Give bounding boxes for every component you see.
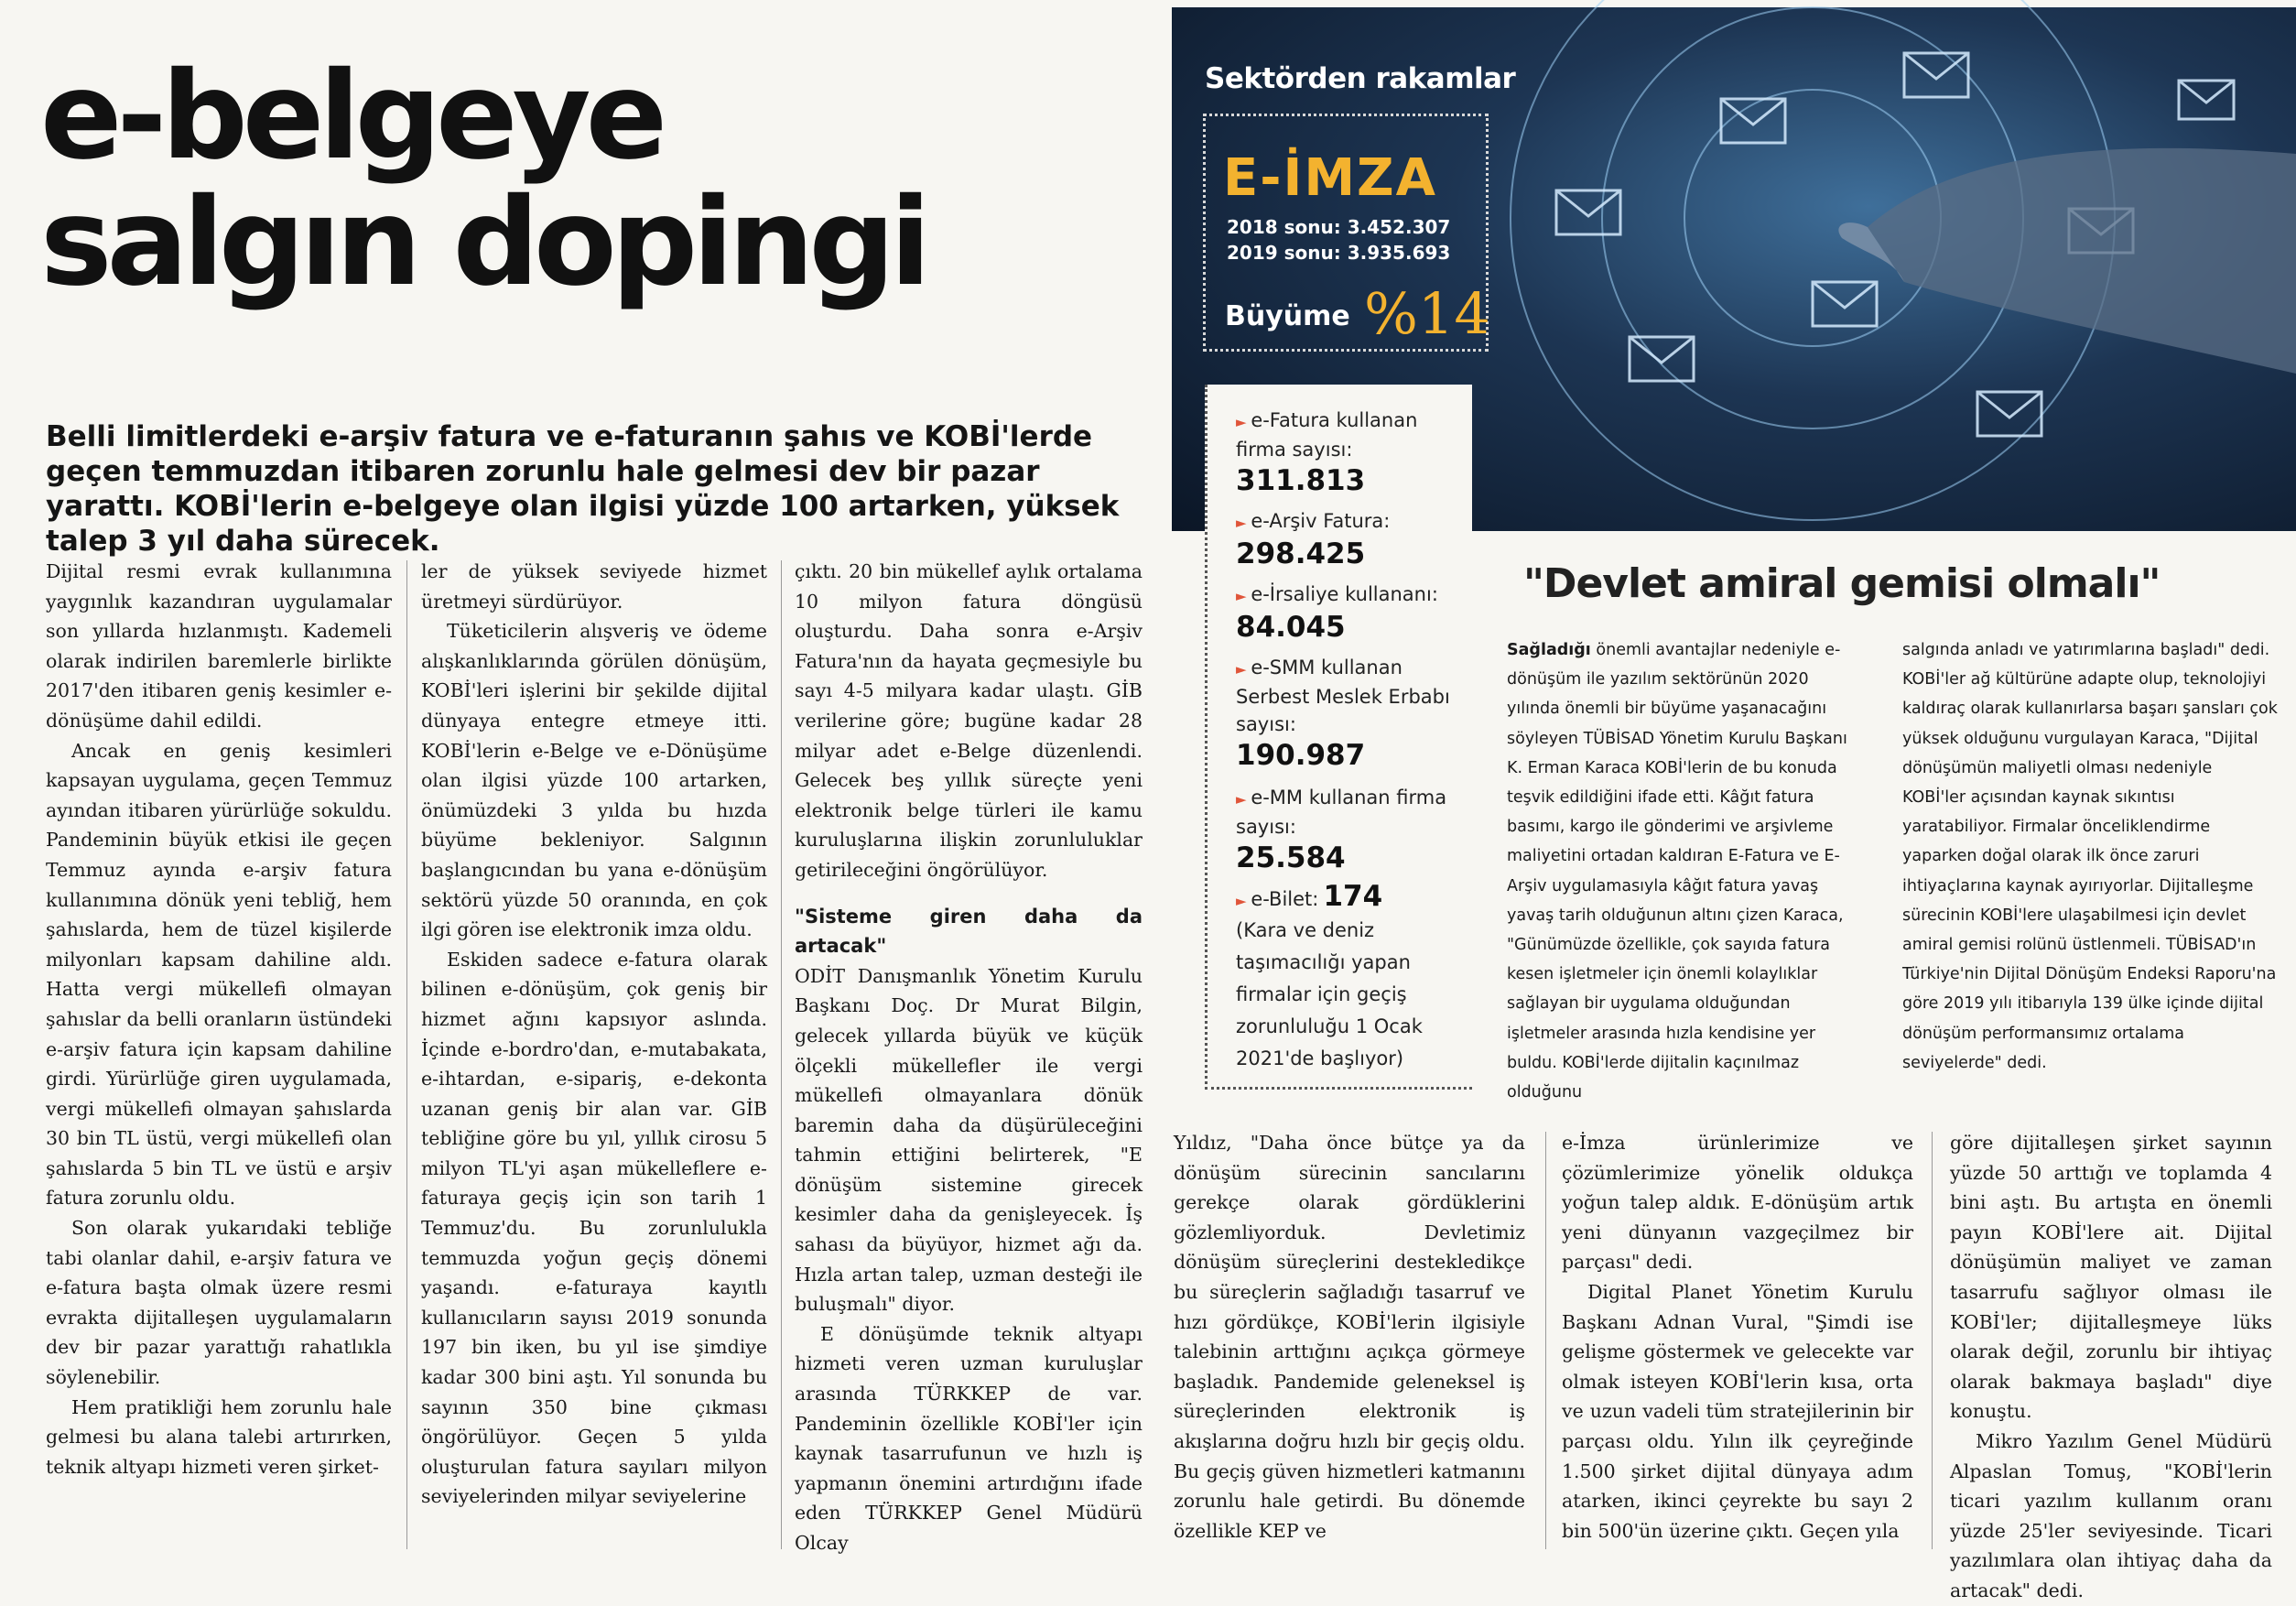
paragraph: Ancak en geniş kesimleri kapsayan uygulama, geçen Temmuz ayından itibaren yürürlüğe sokuldu. Pandeminin büyük etkisi ile geçen Temmuz ayında e-arşiv fatura kullanımına dönük yeni tebliğ, hem şahıslarda, hem de tüzel kişilerde milyonları kapsam dahiline aldı. Hatta vergi mükellefi olmayan şahıslar da belli oranların üstündeki e-arşiv fatura için kapsam dahiline girdi. Yürürlüğe giren uygulamada, vergi mükellefi olmayan şahıslarda 30 bin TL üstü, vergi mükellefi olan şahıslarda 5 bin TL ve üstü e arşiv fatura zorunlu oldu. [46,739,392,1210]
paragraph: Eskiden sadece e-fatura olarak bilinen e-dönüşüm, çok geniş bir hizmet ağını kapsıyor aslında. İçinde e-bordro'dan, e-mutabakata, e-ihtardan, e-sipariş, e-dekonta uzanan geniş bir alan var. GİB tebliğine göre bu yıl, yıllık cirosu 5 milyon TL'yi aşan mükelleflere e-faturaya geçiş için son tarih 1 Temmuz'du. Bu zorunlulukla temmuzda yoğun geçiş dönemi yaşandı. e-faturaya kayıtlı kullanıcıların sayısı 2019 sonunda 197 bin iken, bu yıl ise şimdiye kadar 300 bini aştı. Yıl sonunda bu sayının 350 bine çıkması öngörülüyor. Geçen 5 yılda oluşturulan fatura sayıları milyon seviyelerinden milyar seviyelerine [421,948,767,1508]
stat-label: ► e-Arşiv Fatura: [1236,507,1465,537]
imza-2018: 2018 sonu: 3.452.307 [1227,216,1451,238]
stat-label: ► e-İrsaliye kullananı: [1236,581,1465,610]
imza-title: E-İMZA [1223,148,1438,208]
paragraph: e-İmza ürünlerimize ve çözümlerimize yönelik oldukça yoğun talep aldık. E-dönüşüm artık yeni dünyanın vazgeçilmez bir parçası" dedi. [1562,1132,1913,1274]
paragraph: ODİT Danışmanlık Yönetim Kurulu Başkanı Doç. Dr Murat Bilgin, gelecek yıllarda büyük ve küçük ölçekli mükellefler ile vergi mükellefi olmayanlara dönük baremin daha da düşürüleceğini tahmin ettiğini belirterek, "E dönüşüm sistemine girecek kesimler daha da genişleyecek. İş sahası da büyüyor, hizmet ağı da. Hızla artan talep, uzman desteği ile buluşmalı" diyor. [795,964,1143,1316]
headline-line-2: salgın dopingi [40,172,926,313]
stat-label: ► e-SMM kullanan Serbest Meslek Erbabı sayısı: [1236,654,1465,738]
quote-text: önemli avantajlar nedeniyle e-dönüşüm ile yazılım sektörünün 2020 yılında önemli bir büyüme yaşanacağını söyleyen TÜBİSAD Yönetim Kurulu Başkanı K. Erman Karaca KOBİ'lerin de bu konuda teşvik edildiğini ifade etti. Kâğıt fatura basımı, kargo ile gönderimi ve arşivleme maliyetini ortadan kaldıran E-Fatura ve E-Arşiv uygulamasıyla kâğıt fatura yavaş yavaş tarih olduğunun altını çizen Karaca, "Günümüzde özellikle, çok sayıda fatura kesen işletmeler için önemli kolaylıklar sağlayan bir uygulama olduğundan işletmeler arasında hızla kendisine yer buldu. KOBİ'lerde dijitalin kaçınılmaz olduğunu [1507,641,1847,1102]
stat-e-mm [1236,784,1465,875]
article-column-5 [1562,1128,1913,1546]
stat-value: 311.813 [1236,464,1366,497]
stat-value: 190.987 [1236,739,1366,772]
stat-value: 298.425 [1236,537,1366,570]
article-column-4 [1174,1128,1525,1546]
article-column-3 [795,557,1143,1558]
spot-text: Belli limitlerdeki e-arşiv fatura ve e-faturanın şahıs ve KOBİ'lerde geçen temmuzdan itibaren zorunlu hale gelmesi dev bir pazar yarattı. KOBİ'lerin e-belgeye olan ilgisi yüzde 100 artarken, yüksek talep 3 yıl daha sürecek. [46,420,1120,558]
stat-e-bilet [1236,879,1465,1075]
stat-value: 84.045 [1236,611,1346,644]
growth-label: Büyüme [1225,300,1350,332]
imza-2019: 2019 sonu: 3.935.693 [1227,242,1451,264]
column-rule [406,560,407,1549]
paragraph: göre dijitalleşen şirket sayının yüzde 50 arttığı ve toplamda 4 bini aştı. Bu artışta en önemli payın KOBİ'lere ait. Dijital dönüşümün maliyet ve zaman tasarrufu sağlıyor olması ile KOBİ'ler; dijitalleşmeye lüks olarak değil, zorunlu bir ihtiyaç olarak bakmaya başladı" diye konuştu. [1950,1132,2272,1423]
paragraph: Tüketicilerin alışveriş ve ödeme alışkanlıklarında görülen dönüşüm, KOBİ'leri işlerini bir şekilde dijital dünyaya entegre etmeye itti. KOBİ'lerin e-Belge ve e-Dönüşüme olan ilgisi yüzde 100 artarken, önümüzdeki 3 yılda bu hızda büyüme bekleniyor. Salgının başlangıcından bu yana e-dönüşüm sektörü yüzde 50 oranında, en çok ilgi gören ise elektronik imza oldu. [421,620,767,941]
subheading: "Sisteme giren daha da artacak" [795,905,1143,958]
paragraph: Hem pratikliği hem zorunlu hale gelmesi bu alana talebi artırırken, teknik altyapı hizmeti veren şirket- [46,1395,392,1478]
quote-text: salgında anladı ve yatırımlarına başladı" dedi. KOBİ'ler ağ kültürüne adapte olup, teknolojiyi kaldıraç olarak kullanırlarsa başarı şansları çok yüksek olduğunu vurgulayan Karaca, "Dijital dönüşümün maliyetli olması nedeniyle KOBİ'ler açısından kaynak sıkıntısı yaratabiliyor. Firmalar önceliklendirme yaparken doğal olarak ilk önce zaruri ihtiyaçlarına kaynak ayırıyorlar. Dijitalleşme sürecinin KOBİ'lere ulaşabilmesi için devlet amiral gemisi rolünü üstlenmeli. TÜBİSAD'ın Türkiye'nin Dijital Dönüşüm Endeksi Raporu'na göre 2019 yılı itibarıyla 139 ülke içinde dijital dönüşüm performansımız ortalama seviyelerde" dedi. [1902,641,2278,1072]
quote-lead: Sağladığı [1507,641,1591,659]
article-column-6 [1950,1128,2272,1606]
stat-label: ► e-Bilet: [1236,888,1318,910]
paragraph: Digital Planet Yönetim Kurulu Başkanı Adnan Vural, "Şimdi ise gelişme göstermek ve gelecekte var olmak isteyen KOBİ'lerin kısa, orta ve uzun vadeli tüm stratejilerinin bir parçası oldu. Yılın ilk çeyreğinde 1.500 şirket dijital dünyaya adım atarken, ikinci çeyrekte bu sayı 2 bin 500'ün üzerine çıktı. Geçen yıla [1562,1280,1913,1542]
paragraph: Yıldız, "Daha önce bütçe ya da dönüşüm sürecinin sancılarını gerekçe olarak gördüklerini gözlemliyorduk. Devletimiz dönüşüm süreçlerini destekledikçe bu süreçlerin sağladığı tasarruf ve hızı gördükçe, KOBİ'lerin ilgisiyle talebinin arttığını açıkça görmeye başladık. Pandemide geleneksel iş süreçlerinden elektronik iş akışlarına doğru hızlı bir geçiş oldu. Bu geçiş güven hizmetleri katmanını zorunlu hale getirdi. Bu dönemde özellikle KEP ve [1174,1132,1525,1542]
stat-value: 174 [1323,880,1383,913]
quote-column-2 [1902,635,2278,1078]
paragraph: çıktı. 20 bin mükellef aylık ortalama 10 milyon fatura döngüsü oluşturdu. Daha sonra e-Arşiv Fatura'nın da hayata geçmesiyle bu sayı 4-5 milyara kadar ulaştı. GİB verilerine göre; bugüne kadar 28 milyar adet e-Belge düzenlendi. Gelecek beş yıllık süreçte yeni elektronik belge türleri ile kamu kuruluşlarına ilişkin zorunluluklar getirileceğini öngörülüyor. [795,560,1143,881]
stat-label: ► e-MM kullanan firma sayısı: [1236,784,1465,841]
paragraph: E dönüşümde teknik altyapı hizmeti veren uzman kuruluşlar arasında TÜRKKEP de var. Pandeminin özellikle KOBİ'ler için kaynak tasarrufunun ve hızlı iş yapmanın önemini artırdığını ifade eden TÜRKKEP Genel Müdürü Olcay [795,1322,1143,1554]
stats-title: Sektörden rakamlar [1205,62,1516,95]
stat-e-smm [1236,654,1465,773]
stat-e-irsaliye [1236,581,1465,645]
growth-value: %14 [1364,280,1490,347]
hand-silhouette [1868,148,2296,374]
headline [40,46,1157,313]
stat-label: ► e-Fatura kullanan firma sayısı: [1236,407,1465,463]
paragraph: Dijital resmi evrak kullanımına yaygınlık kazandıran uygulamalar son yıllarda hızlanmıştı. Kademeli olarak indirilen baremlerle birlikte 2017'den itibaren geniş kesimler e-dönüşüme dahil edildi. [46,560,392,732]
paragraph: ler de yüksek seviyede hizmet üretmeyi sürdürüyor. [421,560,767,613]
column-rule [781,560,782,1549]
stat-e-fatura [1236,407,1465,498]
paragraph: Son olarak yukarıdaki tebliğe tabi olanlar dahil, e-arşiv fatura ve e-fatura başta olmak üzere resmi evrakta dijitalleşen uygulamaların dev bir pazar yarattığı rahatlıkla söylenebilir. [46,1217,392,1389]
column-rule [1545,1132,1546,1549]
article-column-2 [421,557,767,1512]
column-rule [1932,1132,1933,1549]
paragraph: Mikro Yazılım Genel Müdürü Alpaslan Tomuş, "KOBİ'lerin ticari yazılım kullanım oranı yüzde 25'ler seviyesinde. Ticari yazılımlara olan ihtiyaç daha da artacak" dedi. [1950,1429,2272,1601]
stat-note: (Kara ve deniz taşımacılığı yapan firmalar için geçiş zorunluluğu 1 Ocak 2021'de başlıyor) [1236,919,1423,1069]
quote-title: "Devlet amiral gemisi olmalı" [1523,560,2161,607]
stat-e-arsiv [1236,507,1465,571]
quote-column-1 [1507,635,1866,1107]
stat-value: 25.584 [1236,841,1346,874]
headline-line-1: e-belgeye [40,46,663,187]
article-column-1 [46,557,392,1481]
